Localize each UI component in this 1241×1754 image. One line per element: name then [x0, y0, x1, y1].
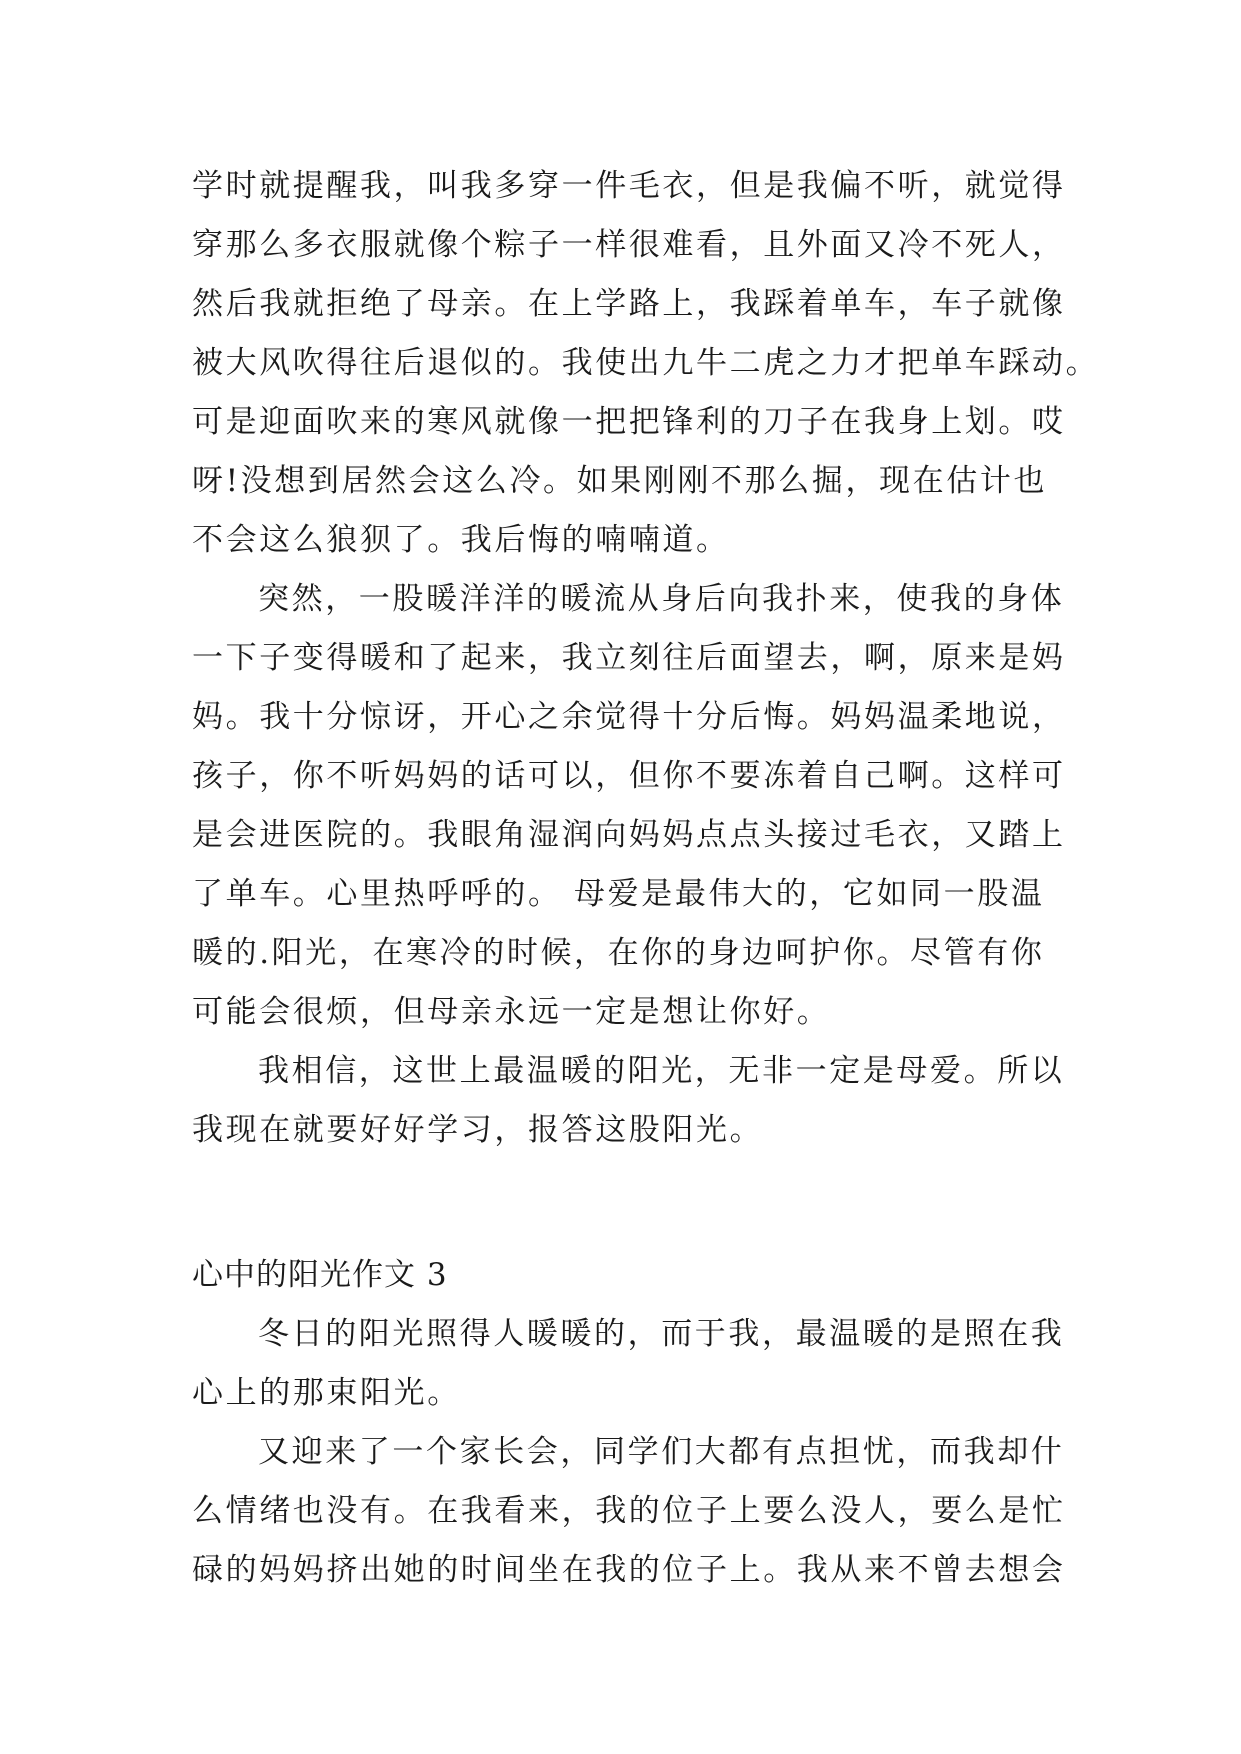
text-line: 一下子变得暖和了起来，我立刻往后面望去，啊，原来是妈 — [192, 640, 1066, 676]
text-line: 被大风吹得往后退似的。我使出九牛二虎之力才把单车踩动。 — [192, 345, 1100, 381]
text-line: 妈。我十分惊讶，开心之余觉得十分后悔。妈妈温柔地说， — [192, 699, 1066, 735]
text-line: 孩子，你不听妈妈的话可以，但你不要冻着自己啊。这样可 — [192, 758, 1066, 794]
text-line: 么情绪也没有。在我看来，我的位子上要么没人，要么是忙 — [192, 1493, 1066, 1529]
text-line: 我相信，这世上最温暖的阳光，无非一定是母爱。所以 — [258, 1053, 1065, 1089]
text-line: 然后我就拒绝了母亲。在上学路上，我踩着单车，车子就像 — [192, 286, 1066, 322]
document-body — [192, 157, 1100, 1600]
text-line: 又迎来了一个家长会，同学们大都有点担忧，而我却什 — [258, 1434, 1065, 1470]
text-line: 是会进医院的。我眼角湿润向妈妈点点头接过毛衣，又踏上 — [192, 817, 1066, 853]
section-title: 心中的阳光作文 3 — [192, 1257, 448, 1293]
text-line: 我现在就要好好学习，报答这股阳光。 — [192, 1112, 764, 1148]
text-line: 暖的.阳光，在寒冷的时候，在你的身边呵护你。尽管有你 — [192, 935, 1045, 971]
text-line: 可能会很烦，但母亲永远一定是想让你好。 — [192, 994, 831, 1030]
text-line: 可是迎面吹来的寒风就像一把把锋利的刀子在我身上划。哎 — [192, 404, 1066, 440]
text-line: 冬日的阳光照得人暖暖的，而于我，最温暖的是照在我 — [258, 1316, 1065, 1352]
text-line: 不会这么狼狈了。我后悔的喃喃道。 — [192, 522, 730, 558]
section-gap — [192, 1160, 1092, 1246]
text-line: 了单车。心里热呼呼的。 母爱是最伟大的，它如同一股温 — [192, 876, 1045, 912]
text-line: 突然，一股暖洋洋的暖流从身后向我扑来，使我的身体 — [258, 581, 1065, 617]
text-line: 心上的那束阳光。 — [192, 1375, 461, 1411]
text-line: 学时就提醒我，叫我多穿一件毛衣，但是我偏不听，就觉得 — [192, 168, 1066, 204]
text-line: 呀!没想到居然会这么冷。如果刚刚不那么掘，现在估计也 — [192, 463, 1048, 499]
text-line: 穿那么多衣服就像个粽子一样很难看，且外面又冷不死人， — [192, 227, 1066, 263]
text-line: 碌的妈妈挤出她的时间坐在我的位子上。我从来不曾去想会 — [192, 1552, 1066, 1588]
